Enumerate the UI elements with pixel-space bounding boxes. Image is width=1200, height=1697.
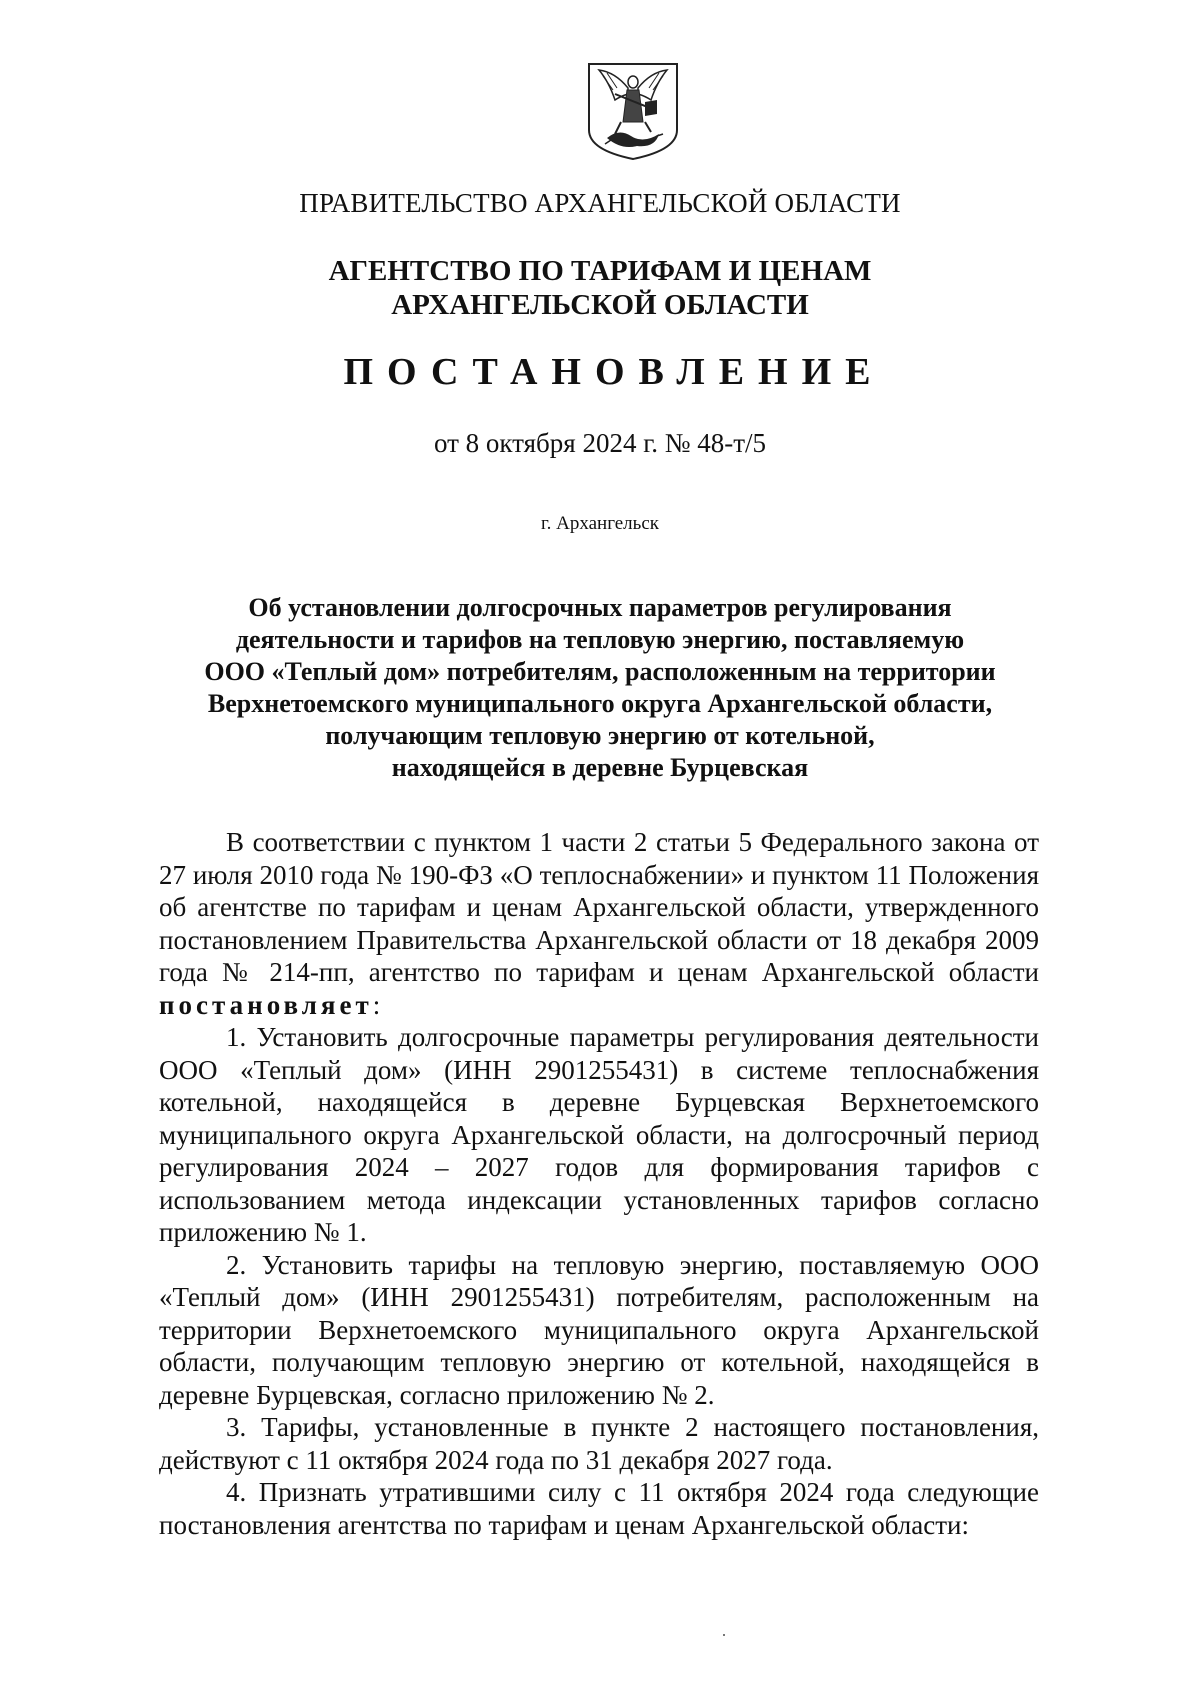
document-city: г. Архангельск bbox=[540, 513, 659, 534]
subject-line: деятельности и тарифов на тепловую энергию, поставляемую bbox=[235, 625, 965, 654]
arkhangelsk-coat-of-arms-icon bbox=[585, 60, 681, 162]
subject-line: находящейся в деревне Бурцевская bbox=[391, 753, 809, 782]
subject-line: получающим тепловую энергию от котельной, bbox=[325, 721, 875, 750]
document-subject bbox=[0, 592, 1200, 784]
clause-paragraph: 3. Тарифы, установленные в пункте 2 настоящего постановления, действуют с 11 октября 2024 года по 31 декабря 2027 года. bbox=[159, 1412, 1039, 1475]
agency-name bbox=[0, 254, 1200, 322]
agency-name-line: АГЕНТСТВО ПО ТАРИФАМ И ЦЕНАМ bbox=[328, 255, 872, 287]
clause-paragraph: 2. Установить тарифы на тепловую энергию, поставляемую ООО «Теплый дом» (ИНН 2901255431) потребителям, расположенным на территории Верхнетоемского муниципального округа Архангельской области, получающим тепловую энергию от котельной, находящейся в деревне Бурцевская, согласно приложению № 2. bbox=[159, 1249, 1039, 1410]
subject-line: Верхнетоемского муниципального округа Архангельской области, bbox=[207, 689, 993, 718]
decree-suffix: : bbox=[372, 989, 381, 1020]
subject-line: Об установлении долгосрочных параметров регулирования bbox=[248, 593, 952, 622]
document-type: ПОСТАНОВЛЕНИЕ bbox=[343, 351, 885, 393]
preamble-paragraph bbox=[159, 826, 1039, 1021]
decree-word: постановляет bbox=[159, 989, 373, 1020]
subject-line: ООО «Теплый дом» потребителям, расположенным на территории bbox=[204, 657, 996, 686]
scan-speck bbox=[723, 1634, 725, 1636]
document-dateline: от 8 октября 2024 г. № 48-т/5 bbox=[433, 428, 767, 458]
clause-paragraph: 1. Установить долгосрочные параметры регулирования деятельности ООО «Теплый дом» (ИНН 2901255431) в системе теплоснабжения котельной, находящейся в деревне Бурцевская Верхнетоемского муниципального округа Архангельской области, на долгосрочный период регулирования 2024 – 2027 годов для формирования тарифов с использованием метода индексации установленных тарифов согласно приложению № 1. bbox=[159, 1022, 1039, 1247]
agency-name-line: АРХАНГЕЛЬСКОЙ ОБЛАСТИ bbox=[391, 289, 809, 321]
government-name: ПРАВИТЕЛЬСТВО АРХАНГЕЛЬСКОЙ ОБЛАСТИ bbox=[299, 188, 901, 218]
clause-paragraph: 4. Признать утратившими силу с 11 октября 2024 года следующие постановления агентства по тарифам и ценам Архангельской области: bbox=[159, 1477, 1039, 1540]
document-body bbox=[159, 826, 1039, 1541]
preamble-text: В соответствии с пунктом 1 части 2 статьи 5 Федерального закона от 27 июля 2010 года № 190-ФЗ «О теплоснабжении» и пунктом 11 Положения об агентстве по тарифам и ценам Архангельской области, утвержденного постановлением Правительства Архангельской области от 18 декабря 2009 года № 214-пп, агентство по тарифам и ценам Архангельской области bbox=[159, 827, 1039, 987]
